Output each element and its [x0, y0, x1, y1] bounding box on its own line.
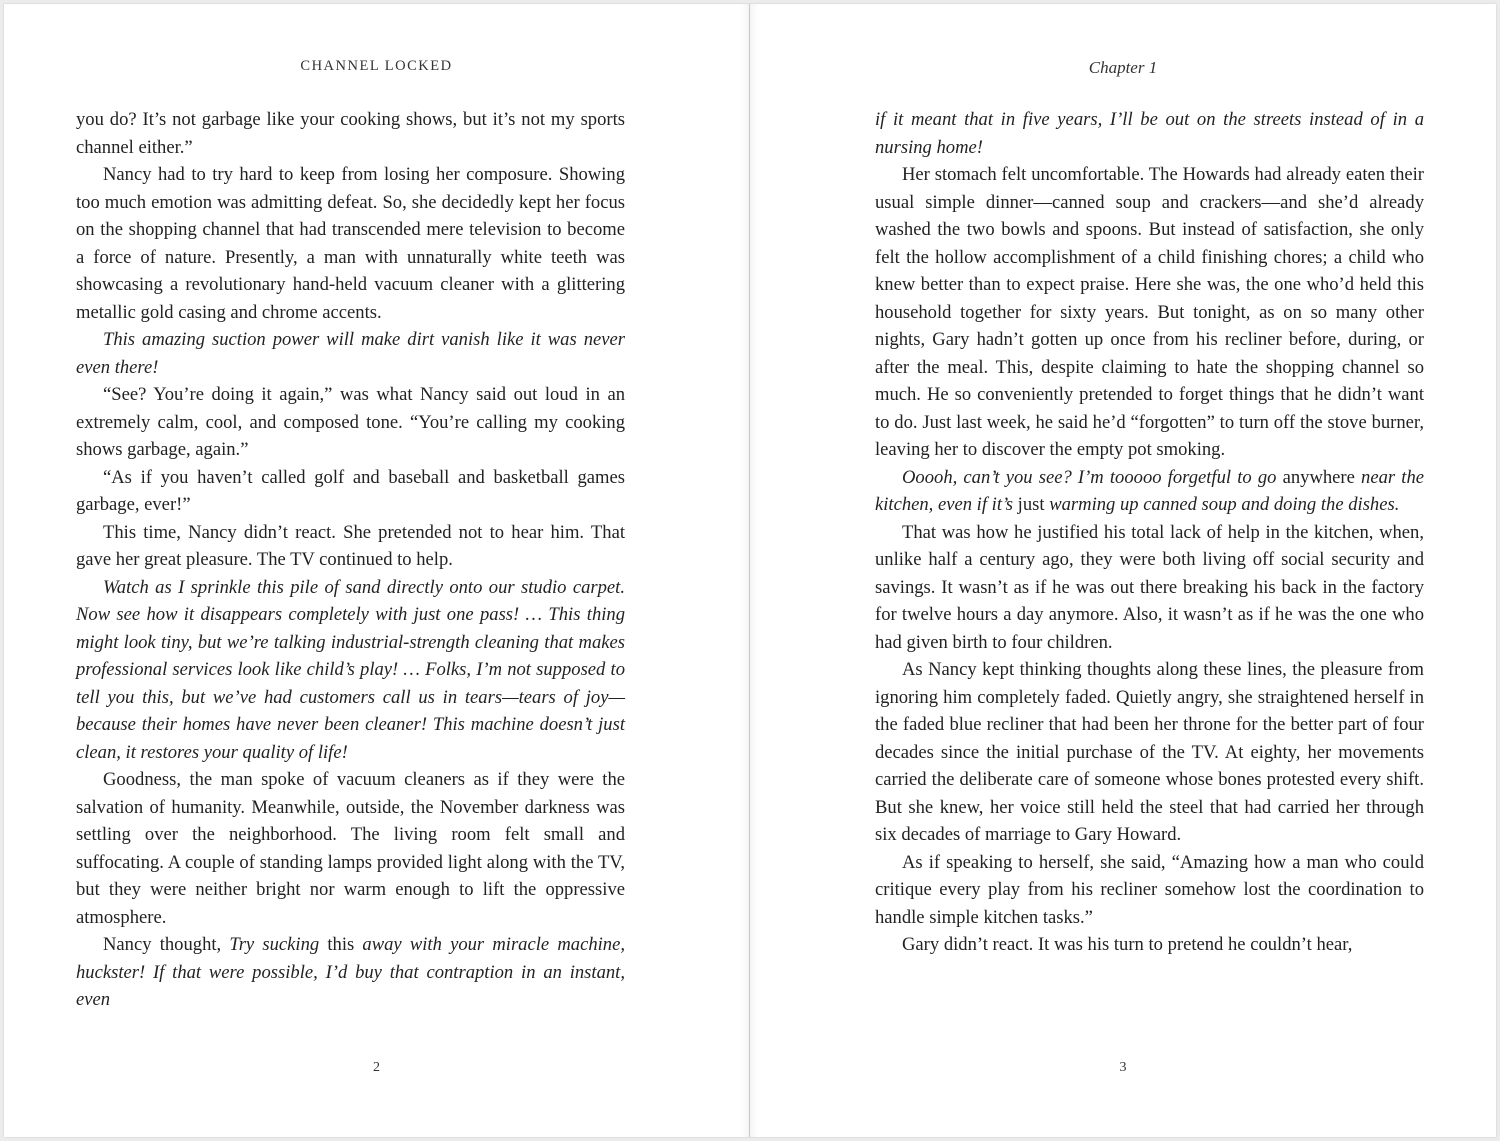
left-page-text — [76, 106, 625, 1014]
paragraph-italic: Watch as I sprinkle this pile of sand directly onto our studio carpet. Now see how it disappears completely with just one pass! … This thing might look tiny, but we’re talking industrial-strength cleaning that makes professional services look like child’s play! … Folks, I’m not supposed to tell you this, but we’ve had customers call us in tears—tears of joy—because their homes have never been cleaner! This machine doesn’t just clean, it restores your quality of life! — [76, 576, 625, 763]
text-span: this — [319, 934, 363, 955]
italic-span: near the kitchen, even if it’s — [875, 466, 1424, 515]
page-number: 2 — [373, 1060, 380, 1075]
paragraph: you do? It’s not garbage like your cooking shows, but it’s not my sports channel either.” — [76, 109, 625, 158]
paragraph — [76, 931, 625, 1014]
text-span: just — [1013, 494, 1050, 515]
paragraph: Goodness, the man spoke of vacuum cleaners as if they were the salvation of humanity. Meanwhile, outside, the November darkness was settling over the neighborhood. The living room felt small and suffocating. A couple of standing lamps provided light along with the TV, but they were neither bright nor warm enough to lift the oppressive atmosphere. — [76, 769, 625, 928]
paragraph: “See? You’re doing it again,” was what Nancy said out loud in an extremely calm, cool, and composed tone. “You’re calling my cooking shows garbage, again.” — [76, 384, 625, 460]
book-spread — [4, 4, 1496, 1137]
paragraph: As if speaking to herself, she said, “Amazing how a man who could critique every play from his recliner somehow lost the coordination to handle simple kitchen tasks.” — [875, 851, 1424, 928]
running-head-chapter: Chapter 1 — [1088, 58, 1158, 77]
page-number: 3 — [1119, 1060, 1127, 1075]
italic-span: Ooooh, can’t you see? I’m tooooo forgetful to go — [902, 466, 1277, 488]
left-page[interactable] — [4, 4, 750, 1137]
paragraph-italic: This amazing suction power will make dirt vanish like it was never even there! — [76, 329, 625, 378]
paragraph-italic: if it meant that in five years, I’ll be out on the streets instead of in a nursing home! — [875, 109, 1424, 158]
paragraph — [875, 464, 1424, 519]
italic-span: away with your miracle machine, huckster! If that were possible, I’d buy that contraption in an instant, even — [76, 934, 625, 1010]
paragraph: This time, Nancy didn’t react. She pretended not to hear him. That gave her great pleasure. The TV continued to help. — [76, 521, 625, 570]
right-page-text — [875, 106, 1424, 959]
paragraph: Gary didn’t react. It was his turn to pretend he couldn’t hear, — [902, 934, 1353, 955]
running-head-book-title: CHANNEL LOCKED — [300, 58, 453, 74]
paragraph: That was how he justified his total lack of help in the kitchen, when, unlike half a century ago, they were both living off social security and savings. It wasn’t as if he was out there breaking his back in the factory for twelve hours a day anymore. Also, it wasn’t as if he was the one who had given birth to four children. — [875, 521, 1424, 653]
right-page[interactable] — [750, 4, 1496, 1137]
paragraph: As Nancy kept thinking thoughts along these lines, the pleasure from ignoring him completely faded. Quietly angry, she straightened herself in the faded blue recliner that had been her throne for the better part of four decades since the initial purchase of the TV. At eighty, her movements carried the deliberate care of someone whose bones protested every shift. But she knew, her voice still held the steel that had carried her through six decades of marriage to Gary Howard. — [875, 659, 1424, 845]
paragraph: Her stomach felt uncomfortable. The Howards had already eaten their usual simple dinner—canned soup and crackers—and she’d already washed the two bowls and spoons. But instead of satisfaction, she only felt the hollow accomplishment of a child finishing chores; a child who knew better than to expect praise. Here she was, the one who’d held this household together for sixty years. But tonight, as on so many other nights, Gary hadn’t gotten up once from his recliner before, during, or after the meal. This, despite claiming to hate the shopping channel so much. He so conveniently pretended to forget things that he didn’t want to do. Just last week, he said he’d “forgotten” to turn off the stove burner, leaving her to discover the empty pot smoking. — [875, 164, 1424, 460]
text-span: anywhere — [1276, 466, 1362, 488]
italic-span: warming up canned soup and doing the dishes. — [1049, 494, 1400, 515]
text-span: Nancy thought, — [103, 934, 230, 955]
italic-span: Try sucking — [229, 934, 320, 955]
paragraph: “As if you haven’t called golf and baseball and basketball games garbage, ever!” — [76, 466, 625, 515]
paragraph: Nancy had to try hard to keep from losing her composure. Showing too much emotion was admitting defeat. So, she decidedly kept her focus on the shopping channel that had transcended mere television to become a force of nature. Presently, a man with unnaturally white teeth was showcasing a revolutionary hand-held vacuum cleaner with a glittering metallic gold casing and chrome accents. — [76, 164, 625, 323]
